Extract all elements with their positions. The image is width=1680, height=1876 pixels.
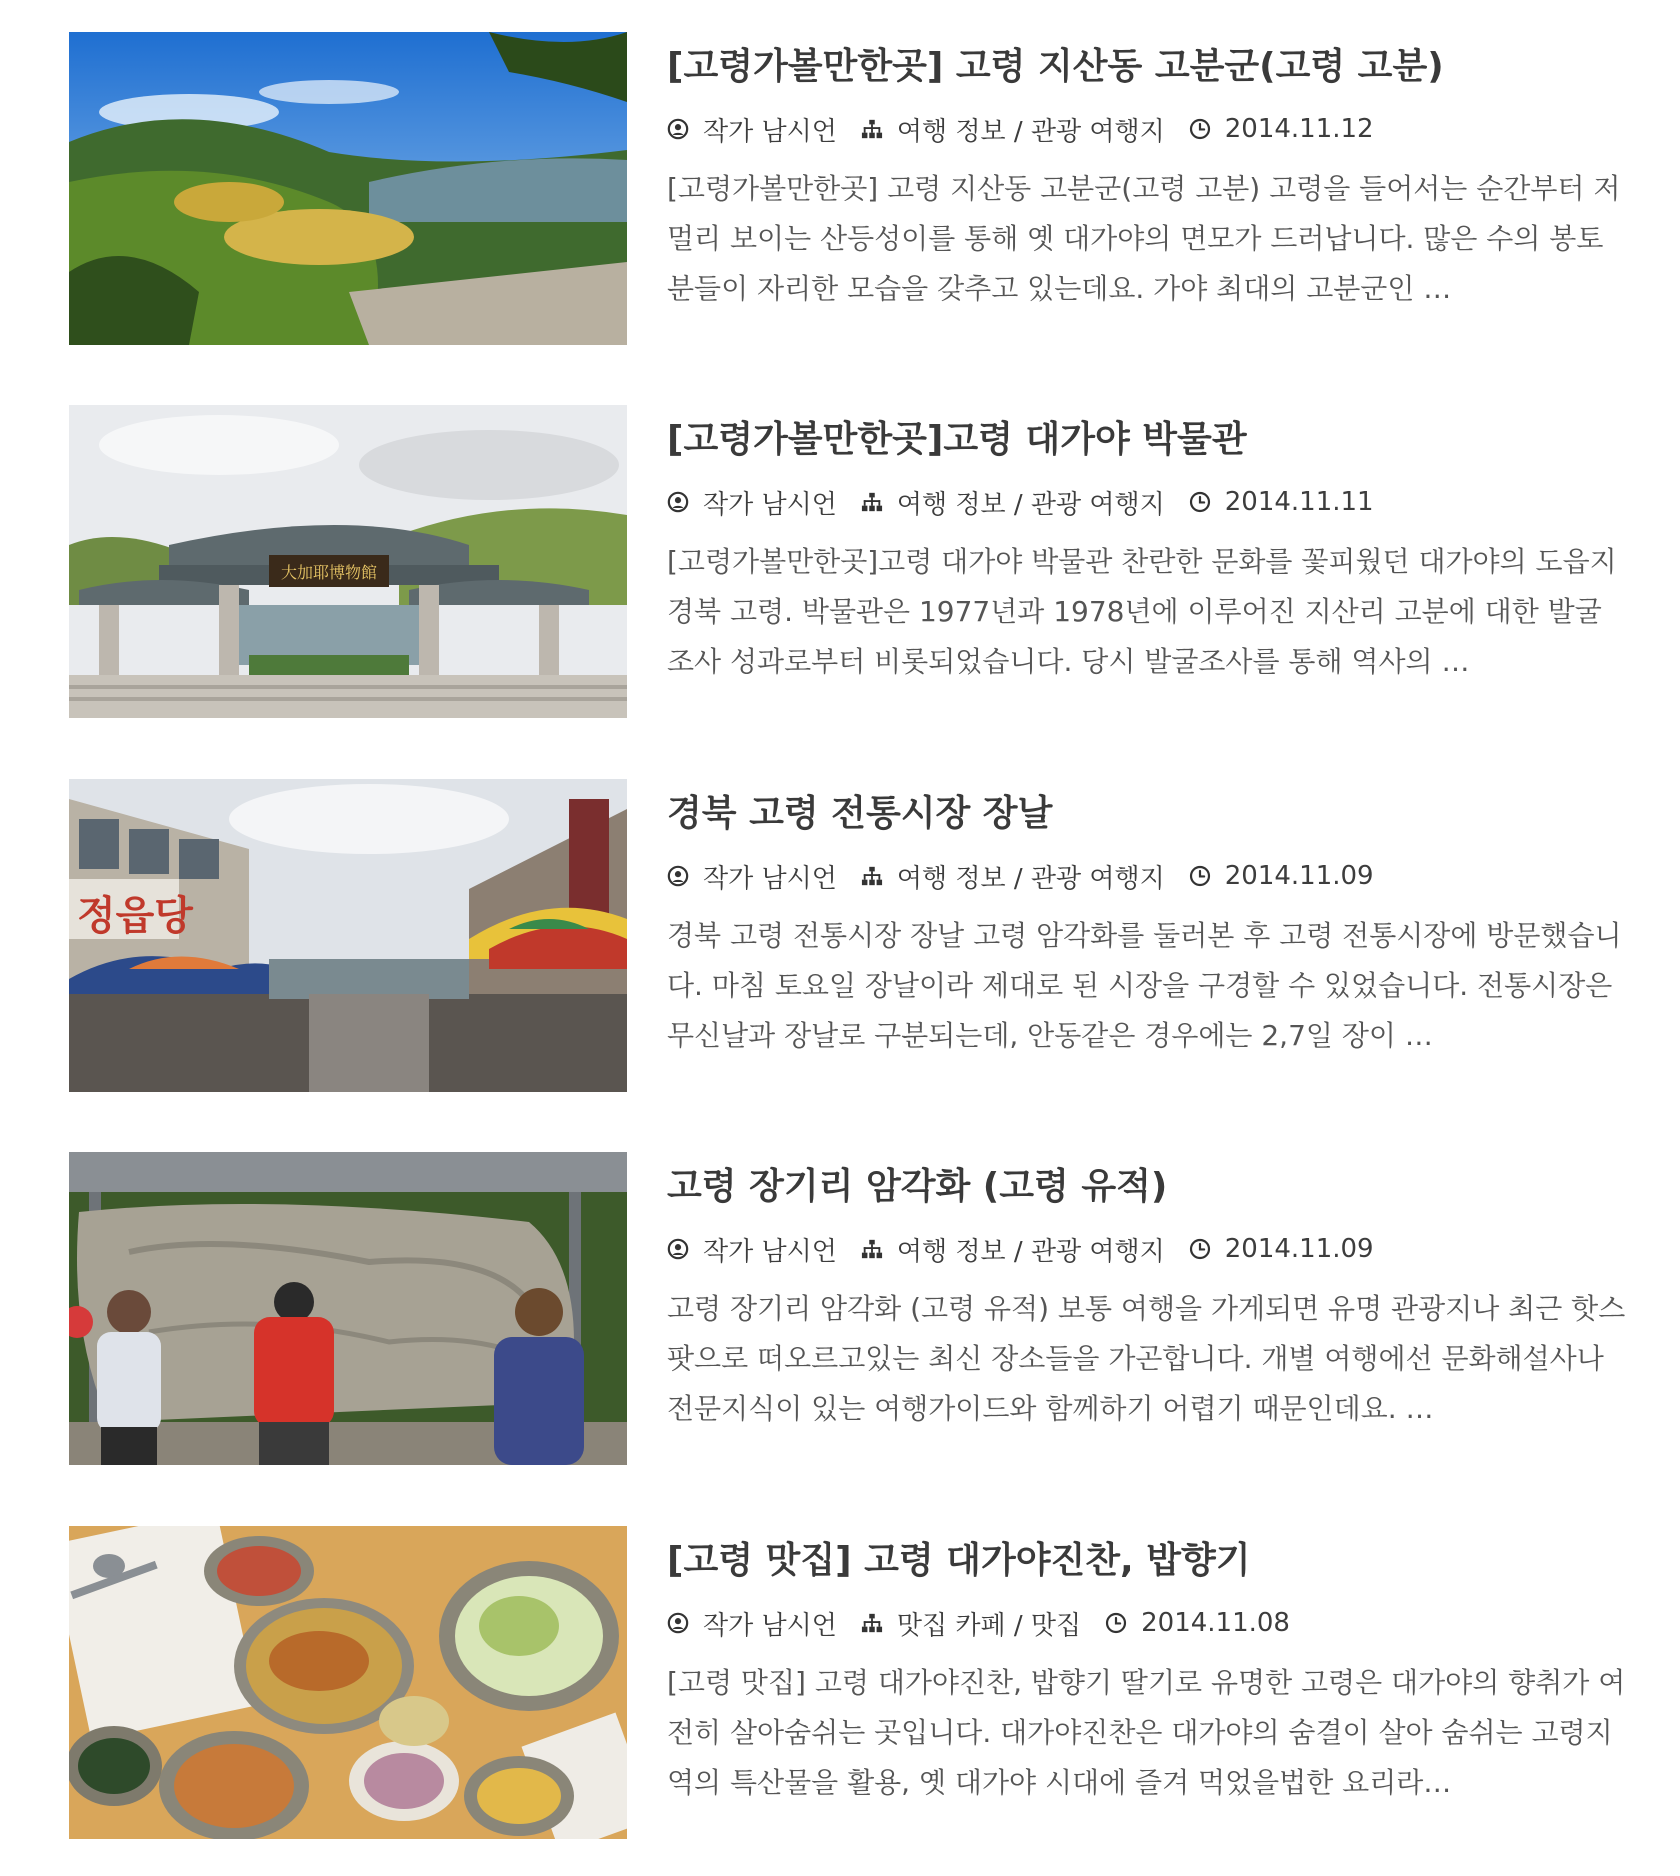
category-link[interactable]: 여행 정보 / 관광 여행지 — [896, 116, 1165, 147]
category-link[interactable]: 맛집 카페 / 맛집 — [896, 1610, 1082, 1641]
post-thumbnail[interactable] — [69, 32, 627, 345]
post-meta — [667, 1606, 1627, 1640]
post-meta — [667, 1232, 1627, 1266]
post-date: 2014.11.08 — [1141, 1608, 1290, 1638]
post-info — [667, 1152, 1627, 1462]
clock-icon — [1105, 1612, 1127, 1634]
date-meta — [1189, 861, 1374, 891]
korean-food-table-photo — [69, 1526, 627, 1839]
date-meta — [1189, 487, 1374, 517]
post-item — [69, 405, 1629, 721]
user-circle-icon — [667, 1612, 689, 1634]
user-circle-icon — [667, 1238, 689, 1260]
post-date: 2014.11.09 — [1224, 1234, 1374, 1264]
post-title[interactable]: 경북 고령 전통시장 장날 — [667, 793, 1053, 834]
tumuli-landscape-photo — [69, 32, 627, 345]
post-date: 2014.11.11 — [1224, 487, 1374, 517]
post-item — [69, 32, 1629, 348]
category-link[interactable]: 여행 정보 / 관광 여행지 — [896, 489, 1165, 520]
post-excerpt: 경북 고령 전통시장 장날 고령 암각화를 둘러본 후 고령 전통시장에 방문했습니다. 마침 토요일 장날이라 제대로 된 시장을 구경할 수 있었습니다. 전통시장은 무신날과 장날로 구분되는데, 안동같은 경우에는 2,7일 장이 … — [667, 919, 1622, 1052]
author-link[interactable]: 작가 남시언 — [703, 116, 837, 147]
post-meta — [667, 485, 1627, 519]
clock-icon — [1189, 491, 1211, 513]
clock-icon — [1189, 118, 1211, 140]
category-meta — [861, 1605, 1081, 1642]
post-info — [667, 1526, 1627, 1836]
date-meta — [1189, 1234, 1374, 1264]
museum-gate-photo — [69, 405, 627, 718]
post-item — [69, 779, 1629, 1095]
clock-icon — [1189, 865, 1211, 887]
post-thumbnail[interactable] — [69, 1152, 627, 1465]
sitemap-icon — [861, 491, 883, 513]
author-meta — [667, 1231, 837, 1268]
market-street-photo — [69, 779, 627, 1092]
date-meta — [1105, 1608, 1290, 1638]
post-info — [667, 32, 1627, 342]
post-thumbnail[interactable] — [69, 405, 627, 718]
petroglyph-rock-photo — [69, 1152, 627, 1465]
post-meta — [667, 112, 1627, 146]
post-date: 2014.11.09 — [1224, 861, 1374, 891]
category-link[interactable]: 여행 정보 / 관광 여행지 — [896, 1236, 1165, 1267]
author-meta — [667, 858, 837, 895]
author-meta — [667, 111, 837, 148]
author-link[interactable]: 작가 남시언 — [703, 1236, 837, 1267]
author-link[interactable]: 작가 남시언 — [703, 1610, 837, 1641]
clock-icon — [1189, 1238, 1211, 1260]
post-info — [667, 779, 1627, 1089]
post-item — [69, 1526, 1629, 1842]
post-excerpt: 고령 장기리 암각화 (고령 유적) 보통 여행을 가게되면 유명 관광지나 최근 핫스팟으로 떠오르고있는 최신 장소들을 가곤합니다. 개별 여행에선 문화해설사나 전문지식이 있는 여행가이드와 함께하기 어렵기 때문인데요. … — [667, 1292, 1626, 1425]
post-meta — [667, 859, 1627, 893]
category-meta — [861, 1231, 1165, 1268]
user-circle-icon — [667, 491, 689, 513]
category-meta — [861, 484, 1165, 521]
sitemap-icon — [861, 118, 883, 140]
sitemap-icon — [861, 1612, 883, 1634]
author-link[interactable]: 작가 남시언 — [703, 489, 837, 520]
post-excerpt: [고령가볼만한곳] 고령 지산동 고분군(고령 고분) 고령을 들어서는 순간부터 저 멀리 보이는 산등성이를 통해 옛 대가야의 면모가 드러납니다. 많은 수의 봉토분들이 자리한 모습을 갖추고 있는데요. 가야 최대의 고분군인 … — [667, 172, 1621, 305]
author-meta — [667, 1605, 837, 1642]
sitemap-icon — [861, 1238, 883, 1260]
author-meta — [667, 484, 837, 521]
category-link[interactable]: 여행 정보 / 관광 여행지 — [896, 863, 1165, 894]
post-excerpt: [고령 맛집] 고령 대가야진찬, 밥향기 딸기로 유명한 고령은 대가야의 향취가 여전히 살아숨쉬는 곳입니다. 대가야진찬은 대가야의 숨결이 살아 숨쉬는 고령지역의 특산물을 활용, 옛 대가야 시대에 즐겨 먹었을법한 요리라… — [667, 1666, 1626, 1799]
date-meta — [1189, 114, 1374, 144]
post-title[interactable]: [고령가볼만한곳] 고령 지산동 고분군(고령 고분) — [667, 46, 1444, 87]
post-title[interactable]: 고령 장기리 암각화 (고령 유적) — [667, 1166, 1168, 1207]
post-title[interactable]: [고령 맛집] 고령 대가야진찬, 밥향기 — [667, 1540, 1251, 1581]
post-thumbnail[interactable] — [69, 779, 627, 1092]
post-item — [69, 1152, 1629, 1468]
museum-sign-text: 大加耶博物館 — [280, 563, 378, 582]
post-excerpt: [고령가볼만한곳]고령 대가야 박물관 찬란한 문화를 꽃피웠던 대가야의 도읍지 경북 고령. 박물관은 1977년과 1978년에 이루어진 지산리 고분에 대한 발굴 조사 성과로부터 비롯되었습니다. 당시 발굴조사를 통해 역사의 … — [667, 545, 1617, 678]
user-circle-icon — [667, 118, 689, 140]
category-meta — [861, 111, 1165, 148]
author-link[interactable]: 작가 남시언 — [703, 863, 837, 894]
post-date: 2014.11.12 — [1224, 114, 1374, 144]
user-circle-icon — [667, 865, 689, 887]
post-title[interactable]: [고령가볼만한곳]고령 대가야 박물관 — [667, 419, 1247, 460]
category-meta — [861, 858, 1165, 895]
post-info — [667, 405, 1627, 715]
shop-sign-text: 정읍당 — [77, 893, 193, 939]
sitemap-icon — [861, 865, 883, 887]
post-thumbnail[interactable] — [69, 1526, 627, 1839]
